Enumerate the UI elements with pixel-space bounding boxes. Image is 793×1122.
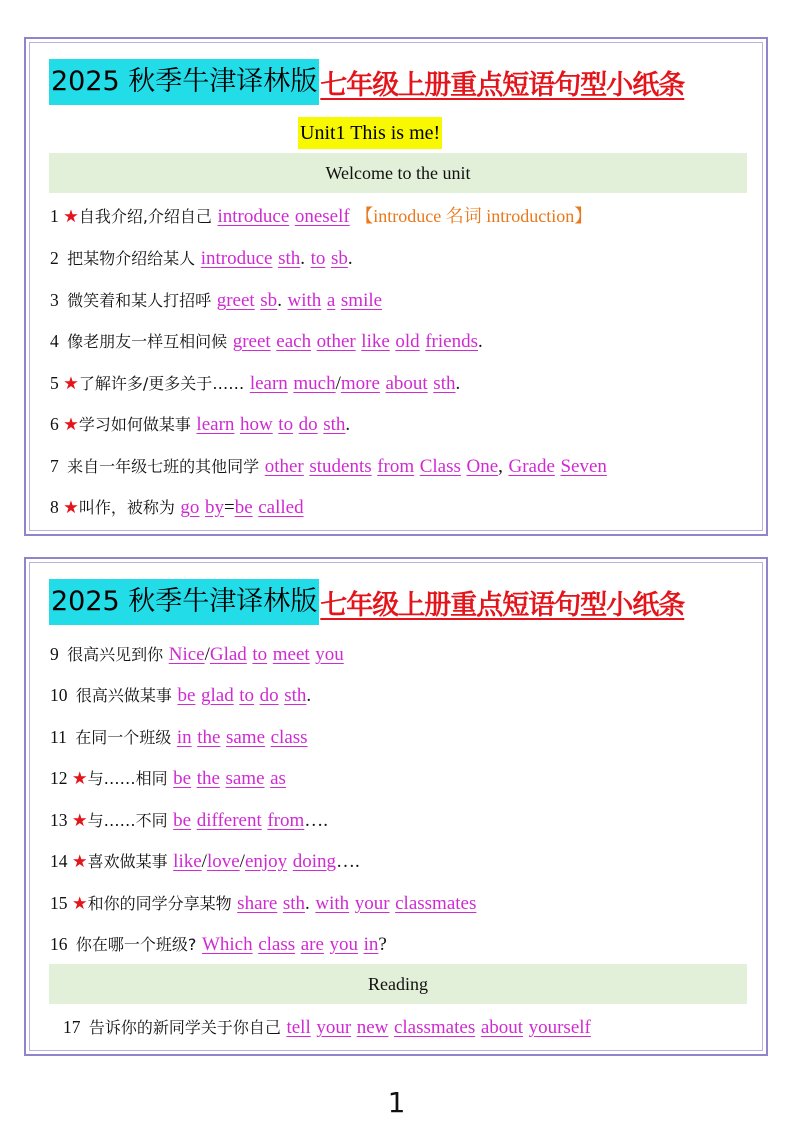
phrase-word: you bbox=[315, 644, 344, 665]
item-number: 1 bbox=[50, 206, 64, 226]
title-left: 2025 秋季牛津译林版 bbox=[49, 579, 319, 625]
phrase-word: introduce bbox=[217, 206, 290, 227]
star-icon: ★ bbox=[71, 811, 88, 831]
phrase-word: by bbox=[205, 497, 224, 518]
item-chinese: 把某物介绍给某人 bbox=[67, 249, 196, 268]
phrase-word: share bbox=[237, 893, 278, 914]
phrase-item-3 bbox=[50, 288, 382, 312]
phrase-word: be bbox=[234, 497, 253, 518]
punctuation: . bbox=[455, 373, 461, 394]
phrase-word: about bbox=[480, 1017, 524, 1038]
phrase-word: do bbox=[259, 685, 279, 706]
item-chinese: 很高兴见到你 bbox=[67, 645, 164, 664]
phrase-word: your bbox=[354, 893, 390, 914]
phrase-word: with bbox=[287, 290, 322, 311]
star-icon: ★ bbox=[71, 894, 88, 914]
phrase-word: as bbox=[270, 768, 286, 789]
punctuation: . bbox=[347, 248, 353, 269]
phrase-word: the bbox=[196, 768, 220, 789]
phrase-item-14 bbox=[50, 849, 360, 873]
punctuation: . bbox=[478, 331, 483, 352]
note-card-2 bbox=[24, 557, 768, 1056]
phrase-word: meet bbox=[272, 644, 310, 665]
item-chinese: 叫作，被称为 bbox=[78, 498, 175, 517]
phrase-word: class bbox=[270, 727, 308, 748]
phrase-item-8 bbox=[50, 495, 304, 519]
phrase-word: greet bbox=[232, 331, 271, 352]
item-chinese: 在同一个班级 bbox=[75, 728, 172, 747]
phrase-word: greet bbox=[216, 290, 255, 311]
phrase-word: like bbox=[173, 851, 202, 872]
item-number: 15 bbox=[50, 893, 72, 913]
item-chinese: 很高兴做某事 bbox=[75, 686, 172, 705]
item-number: 16 bbox=[50, 934, 72, 954]
phrase-word: Which bbox=[201, 934, 253, 955]
phrase-item-16 bbox=[50, 932, 387, 956]
punctuation: . bbox=[345, 414, 351, 435]
punctuation: / bbox=[201, 851, 207, 872]
phrase-word: different bbox=[196, 810, 262, 831]
item-number: 2 bbox=[50, 248, 64, 268]
phrase-word: learn bbox=[196, 414, 235, 435]
item-number: 13 bbox=[50, 810, 72, 830]
punctuation: / bbox=[335, 373, 341, 394]
phrase-item-6 bbox=[50, 412, 350, 436]
phrase-item-5 bbox=[50, 371, 460, 395]
phrase-word: a bbox=[326, 290, 336, 311]
item-number: 3 bbox=[50, 290, 64, 310]
star-icon: ★ bbox=[63, 415, 79, 435]
phrase-word: be bbox=[173, 810, 192, 831]
phrase-word: the bbox=[197, 727, 221, 748]
card-title bbox=[49, 579, 684, 625]
phrase-item-11 bbox=[50, 725, 308, 749]
star-icon: ★ bbox=[63, 207, 79, 227]
phrase-word: from bbox=[267, 810, 305, 831]
phrase-item-1 bbox=[50, 204, 592, 228]
phrase-word: to bbox=[278, 414, 294, 435]
phrase-word: tell bbox=[286, 1017, 311, 1038]
phrase-word: be bbox=[177, 685, 196, 706]
phrase-word: sth bbox=[323, 414, 346, 435]
item-number: 8 bbox=[50, 497, 64, 517]
phrase-word: One bbox=[466, 456, 499, 477]
item-number: 4 bbox=[50, 331, 64, 351]
item-chinese: 和你的同学分享某物 bbox=[87, 894, 232, 913]
phrase-word: same bbox=[225, 768, 265, 789]
phrase-word: like bbox=[361, 331, 390, 352]
phrase-item-12 bbox=[50, 766, 286, 790]
item-chinese: 微笑着和某人打招呼 bbox=[67, 291, 212, 310]
phrase-word: to bbox=[239, 685, 255, 706]
item-number: 5 bbox=[50, 373, 64, 393]
item-number: 10 bbox=[50, 685, 72, 705]
title-right: 七年级上册重点短语句型小纸条 bbox=[320, 589, 685, 621]
phrase-word: sth bbox=[278, 248, 301, 269]
item-note: 【introduce 名词 introduction】 bbox=[355, 206, 593, 226]
phrase-word: to bbox=[310, 248, 326, 269]
phrase-item-9 bbox=[50, 642, 344, 666]
title-right: 七年级上册重点短语句型小纸条 bbox=[320, 69, 685, 101]
phrase-word: much bbox=[293, 373, 336, 394]
phrase-word: sth bbox=[284, 685, 307, 706]
phrase-word: sb bbox=[260, 290, 278, 311]
punctuation: ? bbox=[378, 934, 387, 955]
item-chinese: 来自一年级七班的其他同学 bbox=[67, 457, 260, 476]
item-chinese: 你在哪一个班级? bbox=[75, 935, 197, 954]
unit-title: Unit1 This is me! bbox=[298, 117, 442, 149]
phrase-word: Class bbox=[419, 456, 461, 477]
item-number: 12 bbox=[50, 768, 72, 788]
phrase-item-10 bbox=[50, 683, 311, 707]
item-chinese: 告诉你的新同学关于你自己 bbox=[88, 1018, 281, 1037]
phrase-word: new bbox=[356, 1017, 389, 1038]
phrase-word: are bbox=[300, 934, 324, 955]
punctuation: …. bbox=[336, 851, 360, 872]
punctuation: / bbox=[204, 644, 210, 665]
punctuation: …. bbox=[304, 810, 329, 831]
phrase-word: about bbox=[385, 373, 428, 394]
punctuation: . bbox=[277, 290, 282, 311]
phrase-word: friends bbox=[425, 331, 478, 352]
punctuation: . bbox=[300, 248, 305, 269]
phrase-word: same bbox=[225, 727, 266, 748]
item-chinese: 喜欢做某事 bbox=[87, 852, 168, 871]
star-icon: ★ bbox=[71, 852, 88, 872]
phrase-word: glad bbox=[200, 685, 234, 706]
punctuation: . bbox=[305, 893, 310, 914]
phrase-word: from bbox=[377, 456, 415, 477]
phrase-word: called bbox=[258, 497, 304, 518]
star-icon: ★ bbox=[63, 498, 79, 518]
phrase-word: enjoy bbox=[244, 851, 288, 872]
phrase-word: in bbox=[176, 727, 192, 748]
phrase-word: sb bbox=[330, 248, 348, 269]
card-title bbox=[49, 59, 684, 105]
item-number: 9 bbox=[50, 644, 64, 664]
page-number: 1 bbox=[387, 1086, 406, 1119]
phrase-word: Grade bbox=[508, 456, 555, 477]
phrase-word: your bbox=[316, 1017, 352, 1038]
phrase-item-7 bbox=[50, 454, 607, 478]
phrase-word: classmates bbox=[395, 893, 477, 914]
phrase-word: Nice bbox=[168, 644, 205, 665]
item-number: 17 bbox=[63, 1017, 85, 1037]
punctuation: , bbox=[498, 456, 503, 477]
phrase-word: Seven bbox=[560, 456, 607, 477]
item-chinese: 与……相同 bbox=[87, 769, 168, 788]
phrase-word: smile bbox=[340, 290, 383, 311]
phrase-word: do bbox=[298, 414, 318, 435]
phrase-item-17 bbox=[63, 1015, 591, 1039]
phrase-word: students bbox=[309, 456, 372, 477]
item-chinese: 自我介绍,介绍自己 bbox=[78, 207, 212, 226]
phrase-item-2 bbox=[50, 246, 353, 270]
item-chinese: 了解许多/更多关于…… bbox=[78, 374, 245, 393]
phrase-word: sth bbox=[433, 373, 456, 394]
star-icon: ★ bbox=[63, 374, 79, 394]
item-number: 7 bbox=[50, 456, 64, 476]
phrase-word: with bbox=[315, 893, 350, 914]
phrase-word: other bbox=[264, 456, 304, 477]
phrase-word: love bbox=[206, 851, 240, 872]
phrase-word: learn bbox=[249, 373, 288, 394]
phrase-word: doing bbox=[292, 851, 337, 872]
section-welcome: Welcome to the unit bbox=[49, 153, 747, 193]
phrase-word: sth bbox=[282, 893, 306, 914]
punctuation: / bbox=[239, 851, 245, 872]
phrase-item-15 bbox=[50, 891, 476, 915]
item-number: 14 bbox=[50, 851, 72, 871]
phrase-word: to bbox=[252, 644, 268, 665]
phrase-word: yourself bbox=[528, 1017, 591, 1038]
phrase-word: oneself bbox=[294, 206, 350, 227]
phrase-word: how bbox=[239, 414, 273, 435]
phrase-item-4 bbox=[50, 329, 483, 353]
punctuation: = bbox=[224, 497, 235, 518]
phrase-word: other bbox=[316, 331, 356, 352]
note-card-1 bbox=[24, 37, 768, 536]
phrase-word: you bbox=[329, 934, 358, 955]
item-chinese: 像老朋友一样互相问候 bbox=[67, 332, 228, 351]
phrase-item-13 bbox=[50, 808, 328, 832]
item-chinese: 与……不同 bbox=[87, 811, 168, 830]
phrase-word: in bbox=[363, 934, 379, 955]
phrase-word: introduce bbox=[200, 248, 273, 269]
title-left: 2025 秋季牛津译林版 bbox=[49, 59, 319, 105]
phrase-word: old bbox=[395, 331, 420, 352]
section-reading: Reading bbox=[49, 964, 747, 1004]
phrase-word: classmates bbox=[393, 1017, 476, 1038]
phrase-word: class bbox=[258, 934, 296, 955]
phrase-word: each bbox=[276, 331, 312, 352]
phrase-word: be bbox=[173, 768, 192, 789]
phrase-word: more bbox=[340, 373, 380, 394]
item-number: 6 bbox=[50, 414, 64, 434]
phrase-word: Glad bbox=[209, 644, 247, 665]
phrase-word: go bbox=[180, 497, 200, 518]
star-icon: ★ bbox=[71, 769, 88, 789]
item-chinese: 学习如何做某事 bbox=[78, 415, 191, 434]
punctuation: . bbox=[306, 685, 312, 706]
item-number: 11 bbox=[50, 727, 72, 747]
